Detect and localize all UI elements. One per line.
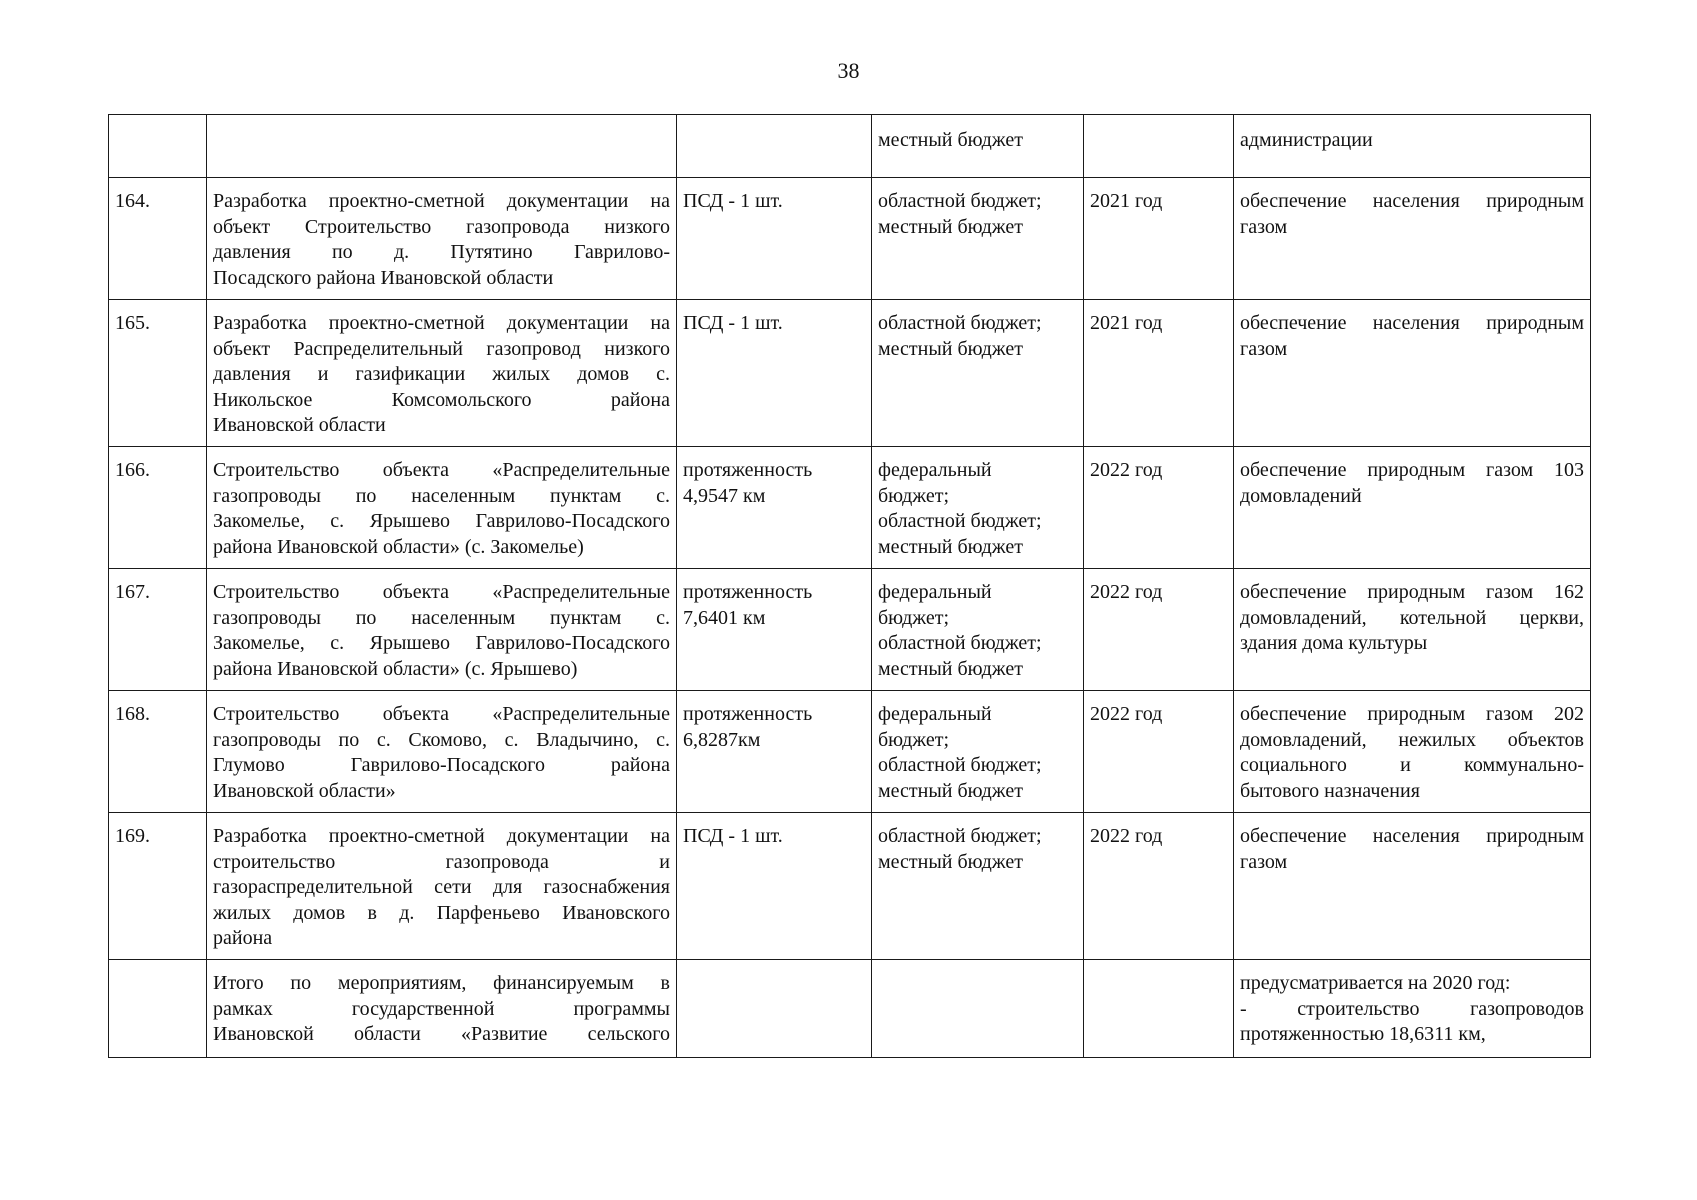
text-line: областной бюджет; (878, 190, 1042, 212)
cell-indicator (677, 813, 872, 960)
cell-result (1234, 300, 1591, 447)
text-line: Итого по мероприятиям, финансируемым в (213, 972, 670, 994)
table-row-total (109, 960, 1591, 1058)
text-line: жилых домов в д. Парфеньево Ивановского (213, 901, 670, 924)
cell-number: 169. (109, 813, 207, 960)
text-line: - строительство газопроводов (1240, 997, 1584, 1020)
cell-period: 2022 год (1084, 447, 1234, 569)
text-line: домовладений (1240, 484, 1362, 507)
cell-funding (872, 447, 1084, 569)
text-line: Ивановской области» (213, 779, 396, 802)
text-line: Ивановской области (213, 414, 386, 436)
cell-funding (872, 691, 1084, 813)
text-line: ПСД - 1 шт. (683, 312, 783, 334)
text-line: Разработка проектно-сметной документации на (213, 312, 670, 334)
text-line: федеральный (878, 581, 992, 603)
table-row (109, 691, 1591, 813)
text-line: местный бюджет (878, 337, 1023, 360)
cell-number (109, 115, 207, 178)
text-line: бюджет; (878, 728, 950, 751)
cell-number: 165. (109, 300, 207, 447)
text-line: Посадского района Ивановской области (213, 266, 554, 289)
cell-funding: местный бюджет (872, 115, 1084, 178)
text-line: местный бюджет (878, 850, 1023, 873)
text-line: рамках государственной программы (213, 997, 670, 1020)
text-line: обеспечение населения природным (1240, 190, 1584, 212)
cell-period (1084, 115, 1234, 178)
text-line: давления и газификации жилых домов с. (213, 363, 670, 385)
text-line: протяженность (683, 459, 813, 481)
text-line: здания дома культуры (1240, 632, 1428, 654)
cell-funding (872, 569, 1084, 691)
text-line: протяженность (683, 581, 813, 603)
text-line: местный бюджет (878, 215, 1023, 238)
cell-indicator (677, 115, 872, 178)
text-line: Закомелье, с. Ярышево Гаврилово-Посадского (213, 632, 670, 654)
cell-name (207, 178, 677, 300)
text-line: строительство газопровода и (213, 850, 670, 873)
cell-period (1084, 960, 1234, 1058)
cell-indicator (677, 447, 872, 569)
table-row (109, 813, 1591, 960)
text-line: протяженность (683, 703, 813, 725)
text-line: областной бюджет; (878, 510, 1042, 532)
page-number: 38 (837, 58, 860, 83)
measures-table (108, 114, 1591, 1058)
text-line: объект Распределительный газопровод низкого (213, 337, 670, 360)
cell-indicator (677, 300, 872, 447)
cell-number: 166. (109, 447, 207, 569)
text-line: газом (1240, 215, 1288, 238)
text-line: ПСД - 1 шт. (683, 825, 783, 847)
text-line: газопроводы по населенным пунктам с. (213, 606, 670, 629)
text-line: газом (1240, 337, 1288, 360)
text-line: обеспечение природным газом 202 (1240, 703, 1584, 725)
text-line: бюджет; (878, 606, 950, 629)
text-line: предусматривается на 2020 год: (1240, 972, 1511, 994)
cell-period: 2022 год (1084, 569, 1234, 691)
table-row (109, 300, 1591, 447)
text-line: ПСД - 1 шт. (683, 190, 783, 212)
text-line: местный бюджет (878, 779, 1023, 802)
cell-funding (872, 960, 1084, 1058)
cell-result (1234, 691, 1591, 813)
text-line: социального и коммунально- (1240, 754, 1584, 776)
text-line: федеральный (878, 703, 992, 725)
cell-period: 2022 год (1084, 813, 1234, 960)
text-line: Закомелье, с. Ярышево Гаврилово-Посадского (213, 510, 670, 532)
text-line: Ивановской области «Развитие сельского (213, 1023, 670, 1045)
text-line: федеральный (878, 459, 992, 481)
text-line: 4,9547 км (683, 484, 766, 507)
text-line: газораспределительной сети для газоснабжения (213, 876, 670, 898)
cell-name (207, 115, 677, 178)
cell-funding (872, 813, 1084, 960)
text-line: Разработка проектно-сметной документации на (213, 825, 670, 847)
text-line: домовладений, котельной церкви, (1240, 606, 1584, 629)
text-line: района Ивановской области» (с. Закомелье) (213, 535, 584, 558)
cell-period: 2022 год (1084, 691, 1234, 813)
text-line: местный бюджет (878, 657, 1023, 680)
cell-result: администрации (1234, 115, 1591, 178)
text-line: бюджет; (878, 484, 950, 507)
table-row (109, 178, 1591, 300)
cell-funding (872, 178, 1084, 300)
text-line: домовладений, нежилых объектов (1240, 728, 1584, 751)
cell-name (207, 960, 677, 1058)
cell-number: 164. (109, 178, 207, 300)
cell-name (207, 813, 677, 960)
cell-funding (872, 300, 1084, 447)
table-row (109, 447, 1591, 569)
cell-indicator (677, 691, 872, 813)
text-line: обеспечение населения природным (1240, 312, 1584, 334)
text-line: района Ивановской области» (с. Ярышево) (213, 657, 578, 680)
cell-name (207, 569, 677, 691)
text-line: Никольское Комсомольского района (213, 388, 670, 411)
cell-indicator (677, 960, 872, 1058)
text-line: областной бюджет; (878, 754, 1042, 776)
cell-result (1234, 813, 1591, 960)
text-line: бытового назначения (1240, 779, 1420, 802)
cell-result (1234, 178, 1591, 300)
text-line: обеспечение природным газом 162 (1240, 581, 1584, 603)
cell-period: 2021 год (1084, 178, 1234, 300)
text-line: давления по д. Путятино Гаврилово- (213, 241, 670, 263)
text-line: областной бюджет; (878, 632, 1042, 654)
text-line: газопроводы по с. Скомово, с. Владычино, с. (213, 728, 670, 751)
cell-period: 2021 год (1084, 300, 1234, 447)
text-line: Строительство объекта «Распределительные (213, 581, 670, 603)
text-line: областной бюджет; (878, 825, 1042, 847)
cell-indicator (677, 178, 872, 300)
text-line: местный бюджет (878, 535, 1023, 558)
cell-number (109, 960, 207, 1058)
text-line: Строительство объекта «Распределительные (213, 703, 670, 725)
text-line: обеспечение населения природным (1240, 825, 1584, 847)
text-line: 6,8287км (683, 728, 761, 751)
cell-result (1234, 447, 1591, 569)
cell-number: 167. (109, 569, 207, 691)
cell-result (1234, 569, 1591, 691)
text-line: протяженностью 18,6311 км, (1240, 1023, 1486, 1045)
text-line: обеспечение природным газом 103 (1240, 459, 1584, 481)
text-line: 7,6401 км (683, 606, 766, 629)
text-line: объект Строительство газопровода низкого (213, 215, 670, 238)
text-line: района (213, 927, 273, 949)
table-row-continuation (109, 115, 1591, 178)
text-line: областной бюджет; (878, 312, 1042, 334)
table-row (109, 569, 1591, 691)
cell-result (1234, 960, 1591, 1058)
text-line: Глумово Гаврилово-Посадского района (213, 754, 670, 776)
cell-indicator (677, 569, 872, 691)
text-line: газопроводы по населенным пунктам с. (213, 484, 670, 507)
cell-name (207, 447, 677, 569)
cell-name (207, 300, 677, 447)
text-line: Строительство объекта «Распределительные (213, 459, 670, 481)
cell-name (207, 691, 677, 813)
cell-number: 168. (109, 691, 207, 813)
text-line: Разработка проектно-сметной документации на (213, 190, 670, 212)
text-line: газом (1240, 850, 1288, 873)
